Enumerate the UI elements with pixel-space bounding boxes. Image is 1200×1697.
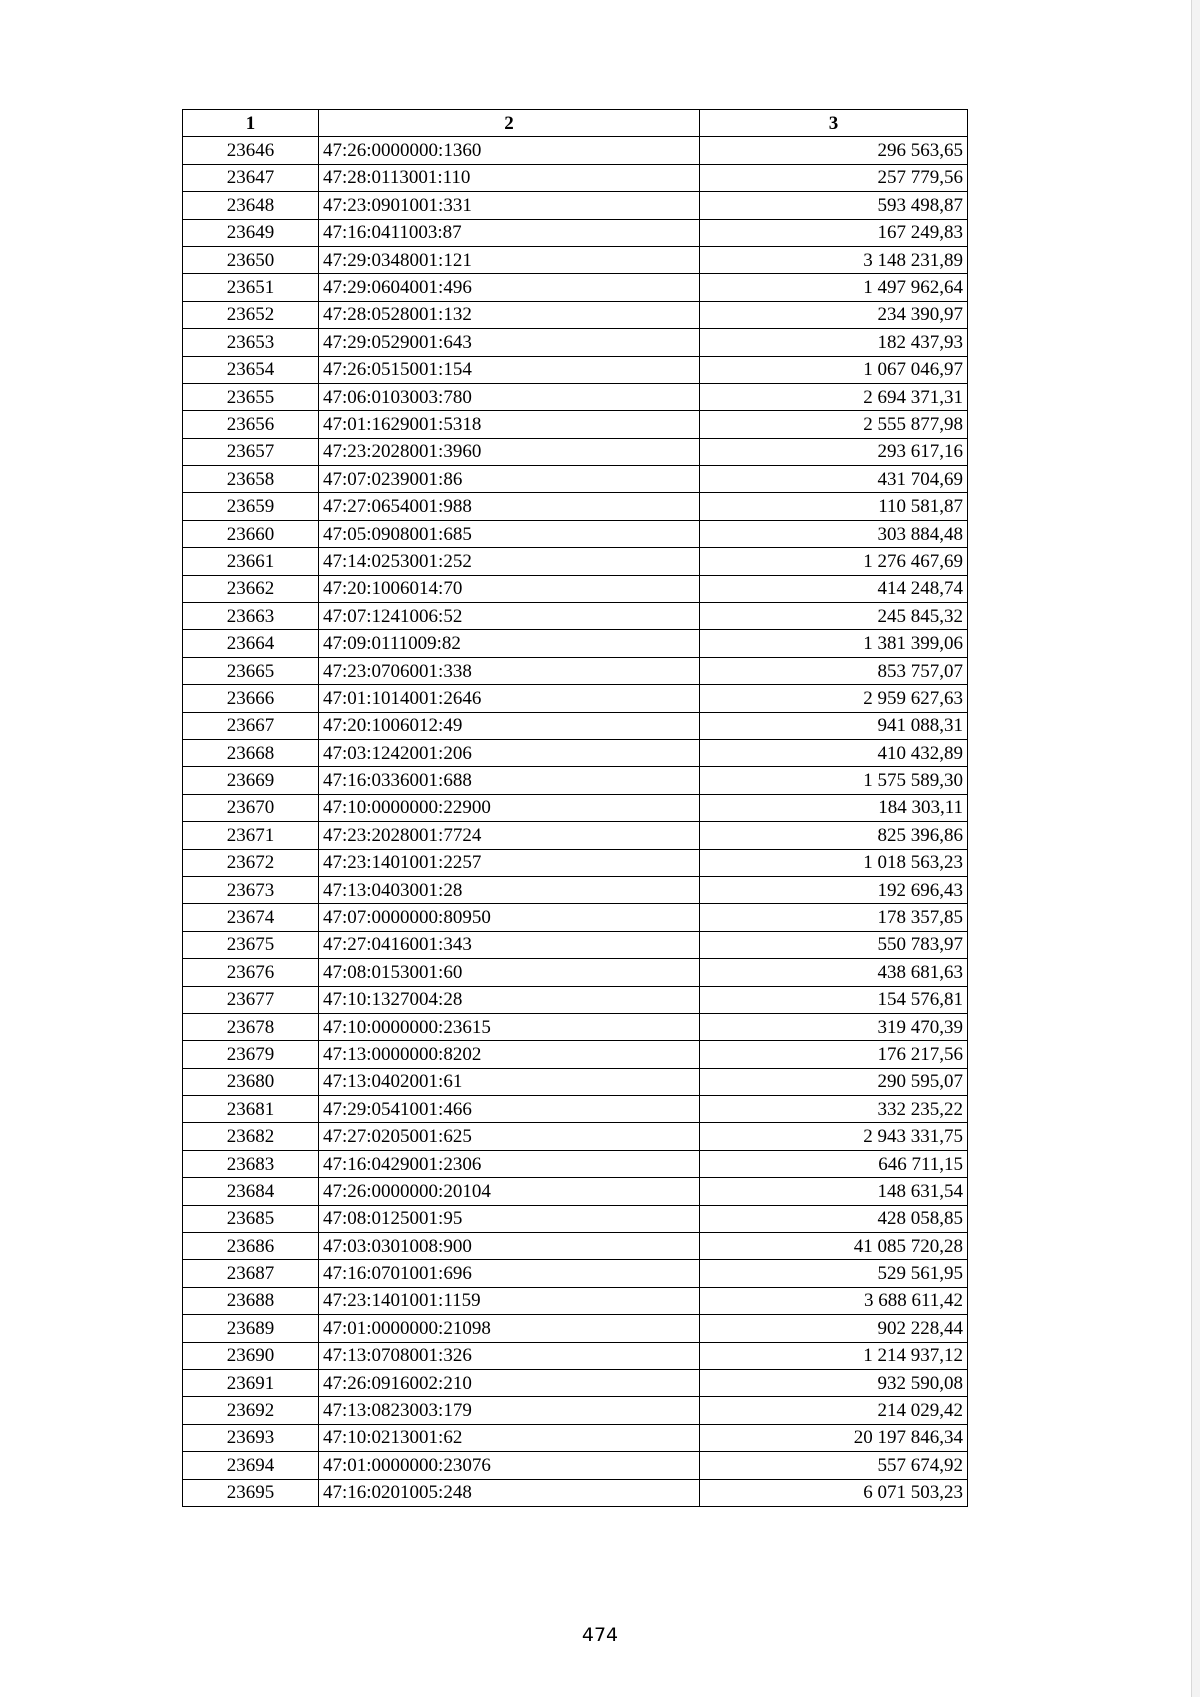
table-row [183,164,968,191]
table-body [183,137,968,1507]
cadastral-number-cell: 47:23:2028001:7724 [319,822,700,849]
value-cell: 319 470,39 [700,1013,968,1040]
row-number-cell: 23667 [183,712,319,739]
cadastral-number-cell: 47:29:0348001:121 [319,246,700,273]
value-cell: 1 276 467,69 [700,548,968,575]
value-cell: 2 959 627,63 [700,685,968,712]
table-row [183,685,968,712]
row-number-cell: 23663 [183,603,319,630]
row-number-cell: 23684 [183,1178,319,1205]
cadastral-number-cell: 47:26:0000000:20104 [319,1178,700,1205]
value-cell: 902 228,44 [700,1315,968,1342]
cadastral-number-cell: 47:20:1006014:70 [319,575,700,602]
value-cell: 825 396,86 [700,822,968,849]
row-number-cell: 23656 [183,411,319,438]
table-row [183,301,968,328]
cadastral-number-cell: 47:16:0201005:248 [319,1479,700,1506]
cadastral-number-cell: 47:28:0113001:110 [319,164,700,191]
page-number: 474 [581,1624,619,1646]
row-number-cell: 23693 [183,1424,319,1451]
cadastral-number-cell: 47:13:0823003:179 [319,1397,700,1424]
value-cell: 1 018 563,23 [700,849,968,876]
value-cell: 3 148 231,89 [700,246,968,273]
cadastral-number-cell: 47:20:1006012:49 [319,712,700,739]
value-cell: 245 845,32 [700,603,968,630]
row-number-cell: 23657 [183,438,319,465]
value-cell: 293 617,16 [700,438,968,465]
row-number-cell: 23652 [183,301,319,328]
row-number-cell: 23648 [183,192,319,219]
row-number-cell: 23671 [183,822,319,849]
table-row [183,411,968,438]
cadastral-number-cell: 47:26:0000000:1360 [319,137,700,164]
value-cell: 2 694 371,31 [700,383,968,410]
cadastral-number-cell: 47:14:0253001:252 [319,548,700,575]
value-cell: 593 498,87 [700,192,968,219]
value-cell: 1 497 962,64 [700,274,968,301]
row-number-cell: 23686 [183,1233,319,1260]
table-row [183,1369,968,1396]
table-row [183,274,968,301]
row-number-cell: 23692 [183,1397,319,1424]
row-number-cell: 23654 [183,356,319,383]
cadastral-number-cell: 47:23:1401001:1159 [319,1287,700,1314]
table-row [183,1123,968,1150]
value-cell: 428 058,85 [700,1205,968,1232]
row-number-cell: 23651 [183,274,319,301]
table-row [183,356,968,383]
value-cell: 550 783,97 [700,931,968,958]
row-number-cell: 23689 [183,1315,319,1342]
table-row [183,1041,968,1068]
value-cell: 41 085 720,28 [700,1233,968,1260]
column-header-1: 1 [183,110,319,137]
value-cell: 941 088,31 [700,712,968,739]
value-cell: 110 581,87 [700,493,968,520]
table-row [183,192,968,219]
row-number-cell: 23683 [183,1150,319,1177]
row-number-cell: 23695 [183,1479,319,1506]
cadastral-number-cell: 47:16:0336001:688 [319,767,700,794]
row-number-cell: 23680 [183,1068,319,1095]
value-cell: 1 575 589,30 [700,767,968,794]
value-cell: 182 437,93 [700,329,968,356]
table-row [183,466,968,493]
table-row [183,1397,968,1424]
row-number-cell: 23675 [183,931,319,958]
value-cell: 3 688 611,42 [700,1287,968,1314]
cadastral-number-cell: 47:07:0000000:80950 [319,904,700,931]
value-cell: 2 555 877,98 [700,411,968,438]
row-number-cell: 23665 [183,657,319,684]
cadastral-number-cell: 47:16:0701001:696 [319,1260,700,1287]
row-number-cell: 23678 [183,1013,319,1040]
row-number-cell: 23682 [183,1123,319,1150]
row-number-cell: 23687 [183,1260,319,1287]
row-number-cell: 23658 [183,466,319,493]
row-number-cell: 23679 [183,1041,319,1068]
cadastral-number-cell: 47:01:0000000:21098 [319,1315,700,1342]
table-row [183,329,968,356]
table-row [183,931,968,958]
value-cell: 332 235,22 [700,1096,968,1123]
table-row [183,1013,968,1040]
cadastral-number-cell: 47:08:0125001:95 [319,1205,700,1232]
table-row [183,575,968,602]
row-number-cell: 23676 [183,959,319,986]
page-edge [1191,0,1200,1697]
value-cell: 257 779,56 [700,164,968,191]
table-row [183,1452,968,1479]
table-row [183,438,968,465]
value-cell: 20 197 846,34 [700,1424,968,1451]
table-row [183,630,968,657]
table-row [183,493,968,520]
row-number-cell: 23668 [183,739,319,766]
cadastral-number-cell: 47:26:0916002:210 [319,1369,700,1396]
cadastral-number-cell: 47:28:0528001:132 [319,301,700,328]
row-number-cell: 23673 [183,876,319,903]
table-row [183,548,968,575]
cadastral-number-cell: 47:06:0103003:780 [319,383,700,410]
table-row [183,383,968,410]
table-row [183,849,968,876]
row-number-cell: 23655 [183,383,319,410]
header-row [183,110,968,137]
value-cell: 853 757,07 [700,657,968,684]
cadastral-number-cell: 47:27:0205001:625 [319,1123,700,1150]
cadastral-number-cell: 47:08:0153001:60 [319,959,700,986]
value-cell: 148 631,54 [700,1178,968,1205]
table-row [183,876,968,903]
table-row [183,137,968,164]
data-table [182,109,968,1507]
row-number-cell: 23681 [183,1096,319,1123]
table-row [183,219,968,246]
table-row [183,986,968,1013]
cadastral-number-cell: 47:23:2028001:3960 [319,438,700,465]
row-number-cell: 23661 [183,548,319,575]
table-row [183,1178,968,1205]
cadastral-number-cell: 47:16:0429001:2306 [319,1150,700,1177]
row-number-cell: 23666 [183,685,319,712]
value-cell: 234 390,97 [700,301,968,328]
row-number-cell: 23653 [183,329,319,356]
value-cell: 1 214 937,12 [700,1342,968,1369]
value-cell: 529 561,95 [700,1260,968,1287]
value-cell: 646 711,15 [700,1150,968,1177]
value-cell: 303 884,48 [700,520,968,547]
row-number-cell: 23664 [183,630,319,657]
table-row [183,1315,968,1342]
row-number-cell: 23660 [183,520,319,547]
cadastral-number-cell: 47:09:0111009:82 [319,630,700,657]
value-cell: 178 357,85 [700,904,968,931]
cadastral-number-cell: 47:23:0901001:331 [319,192,700,219]
cadastral-number-cell: 47:10:0000000:23615 [319,1013,700,1040]
value-cell: 176 217,56 [700,1041,968,1068]
table-row [183,1342,968,1369]
cadastral-number-cell: 47:13:0000000:8202 [319,1041,700,1068]
cadastral-number-cell: 47:03:0301008:900 [319,1233,700,1260]
table-row [183,767,968,794]
table-row [183,1233,968,1260]
value-cell: 410 432,89 [700,739,968,766]
table-row [183,959,968,986]
cadastral-number-cell: 47:10:1327004:28 [319,986,700,1013]
cadastral-number-cell: 47:07:0239001:86 [319,466,700,493]
cadastral-number-cell: 47:23:0706001:338 [319,657,700,684]
table-row [183,822,968,849]
cadastral-number-cell: 47:29:0604001:496 [319,274,700,301]
value-cell: 414 248,74 [700,575,968,602]
column-header-2: 2 [319,110,700,137]
cadastral-number-cell: 47:01:1014001:2646 [319,685,700,712]
value-cell: 296 563,65 [700,137,968,164]
value-cell: 2 943 331,75 [700,1123,968,1150]
cadastral-number-cell: 47:27:0654001:988 [319,493,700,520]
cadastral-number-cell: 47:27:0416001:343 [319,931,700,958]
table-row [183,1260,968,1287]
table-row [183,657,968,684]
value-cell: 1 067 046,97 [700,356,968,383]
value-cell: 1 381 399,06 [700,630,968,657]
table-row [183,794,968,821]
row-number-cell: 23646 [183,137,319,164]
row-number-cell: 23690 [183,1342,319,1369]
cadastral-number-cell: 47:29:0541001:466 [319,1096,700,1123]
table-row [183,739,968,766]
row-number-cell: 23688 [183,1287,319,1314]
row-number-cell: 23672 [183,849,319,876]
value-cell: 557 674,92 [700,1452,968,1479]
row-number-cell: 23691 [183,1369,319,1396]
value-cell: 192 696,43 [700,876,968,903]
value-cell: 214 029,42 [700,1397,968,1424]
table-row [183,1150,968,1177]
value-cell: 438 681,63 [700,959,968,986]
value-cell: 167 249,83 [700,219,968,246]
cadastral-number-cell: 47:23:1401001:2257 [319,849,700,876]
table-row [183,1287,968,1314]
row-number-cell: 23647 [183,164,319,191]
value-cell: 6 071 503,23 [700,1479,968,1506]
row-number-cell: 23669 [183,767,319,794]
table-row [183,520,968,547]
row-number-cell: 23694 [183,1452,319,1479]
table-row [183,603,968,630]
row-number-cell: 23650 [183,246,319,273]
cadastral-number-cell: 47:13:0402001:61 [319,1068,700,1095]
row-number-cell: 23649 [183,219,319,246]
value-cell: 184 303,11 [700,794,968,821]
cadastral-number-cell: 47:10:0213001:62 [319,1424,700,1451]
table-row [183,1068,968,1095]
table-row [183,1096,968,1123]
cadastral-number-cell: 47:07:1241006:52 [319,603,700,630]
row-number-cell: 23677 [183,986,319,1013]
cadastral-number-cell: 47:29:0529001:643 [319,329,700,356]
value-cell: 431 704,69 [700,466,968,493]
value-cell: 932 590,08 [700,1369,968,1396]
table-row [183,1424,968,1451]
cadastral-number-cell: 47:13:0708001:326 [319,1342,700,1369]
column-header-3: 3 [700,110,968,137]
row-number-cell: 23659 [183,493,319,520]
cadastral-number-cell: 47:01:0000000:23076 [319,1452,700,1479]
table-header [183,110,968,137]
cadastral-number-cell: 47:16:0411003:87 [319,219,700,246]
table-row [183,1479,968,1506]
row-number-cell: 23670 [183,794,319,821]
row-number-cell: 23674 [183,904,319,931]
row-number-cell: 23685 [183,1205,319,1232]
cadastral-number-cell: 47:01:1629001:5318 [319,411,700,438]
table-row [183,246,968,273]
cadastral-number-cell: 47:13:0403001:28 [319,876,700,903]
cadastral-number-cell: 47:10:0000000:22900 [319,794,700,821]
table-row [183,1205,968,1232]
table-row [183,712,968,739]
table-row [183,904,968,931]
cadastral-number-cell: 47:05:0908001:685 [319,520,700,547]
value-cell: 290 595,07 [700,1068,968,1095]
row-number-cell: 23662 [183,575,319,602]
value-cell: 154 576,81 [700,986,968,1013]
cadastral-number-cell: 47:26:0515001:154 [319,356,700,383]
cadastral-number-cell: 47:03:1242001:206 [319,739,700,766]
